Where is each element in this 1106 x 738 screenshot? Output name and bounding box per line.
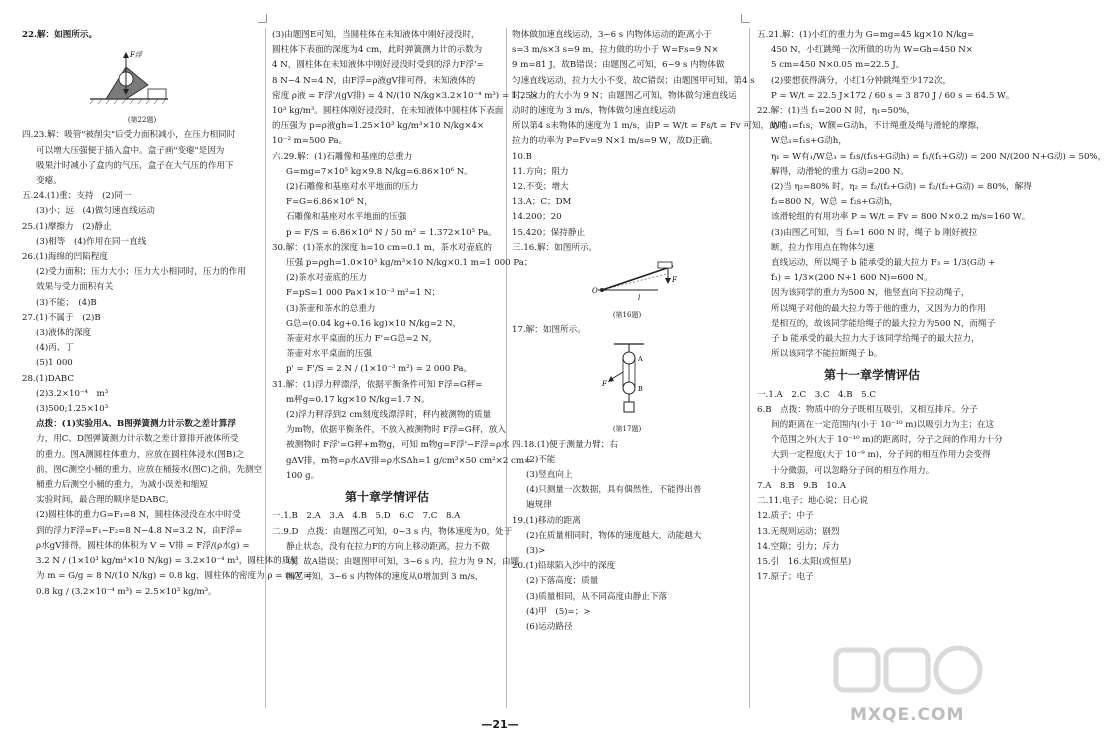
answer-line: 17.原子；电子 (757, 572, 814, 583)
answer-line: 三.16.解：如图所示。 (512, 242, 598, 253)
figure-caption: (第17题) (612, 425, 642, 434)
answer-line: 13.无规则运动；剧烈 (757, 526, 840, 537)
answer-line: 7.A 8.B 9.B 10.A (757, 480, 847, 491)
answer-line: (4)只测量一次数据，具有偶然性，不能得出普 (526, 485, 702, 496)
answer-line: 31.解：(1)浮力秤漂浮，依据平衡条件可知 F浮=G秤= (272, 379, 483, 390)
answer-line: 效果与受力面积有关 (36, 282, 114, 293)
answer-line: 22.解：(1)当 f₁=200 N 时，η₁=50%， (757, 106, 916, 117)
answer-line: 图乙可知，3~6 s 内物体的速度从0增加到 3 m/s， (286, 572, 484, 583)
answer-line: 14.200；20 (512, 212, 562, 223)
hint-line: 前，图C测空小桶的重力，应放在桶接水(图C)之前，先测空 (36, 464, 263, 475)
answer-line: F=G=6.86×10⁶ N， (286, 197, 373, 208)
crop-mark (741, 14, 750, 23)
answer-line: 25.(1)摩擦力 (2)静止 (22, 221, 112, 232)
answer-line: 9 m=81 J，故B错误；由题图乙可知，6~9 s 内物体做 (512, 60, 725, 71)
chapter-heading: 第十章学情评估 (344, 490, 429, 505)
answer-line: 4 N，圆柱体在未知液体中刚好浸没时受到的浮力F浮'= (272, 60, 484, 71)
answer-line: (3)由图乙可知，当 f₃=1 600 N 时，绳子 b 刚好被拉 (771, 227, 978, 238)
answer-line: 拉力的功率为 P=Fv=9 N×1 m/s=9 W，故D正确。 (512, 136, 718, 147)
answer-line: (2)在质量相同时，物体的速度越大，动能越大 (526, 530, 702, 541)
answer-line: (2)要想获得满分，小红1分钟跳绳至少172次， (771, 75, 952, 86)
answer-line: 二.9.D 点拨：由题图乙可知，0~3 s 内，物体速度为0，处于 (272, 526, 513, 537)
answer-line: (2)3.2×10⁻⁴ m³ (36, 388, 109, 399)
answer-line: (4)甲 (5)=；> (526, 606, 591, 617)
answer-line: (2)茶水对壶底的压力 (286, 273, 367, 284)
answer-line: (2)下落高度；质量 (526, 576, 599, 587)
page-number: —21— (481, 718, 519, 731)
answer-line: 变瘪。 (36, 176, 62, 187)
figure-caption: (第22题) (127, 116, 157, 125)
answer-line: m秤g=0.17 kg×10 N/kg=1.7 N。 (286, 394, 430, 405)
answer-line: (5)1 000 (36, 358, 73, 369)
hint-line: 实验时间，最合理的顺序是DABC。 (36, 495, 174, 506)
answer-line: 30.解：(1)茶水的深度 h=10 cm=0.1 m，茶水对壶底的 (272, 242, 492, 253)
answer-line: (3)由题图E可知，当圆柱体在未知液体中刚好浸没时， (272, 30, 480, 40)
answer-line: 13.A；C；DM (512, 197, 572, 208)
answer-line: (3)相等 (4)作用在同一直线 (36, 236, 147, 247)
answer-line: (2)浮力秤浮到2 cm刻度线漂浮时，秤内被测物的质量 (286, 410, 492, 421)
answer-line: (3)茶壶和茶水的总重力 (286, 303, 376, 314)
hint-line: 0.8 kg / (3.2×10⁻⁴ m³) = 2.5×10³ kg/m³。 (36, 586, 217, 597)
answer-line: 的压强为 p=ρ液gh=1.25×10³ kg/m³×10 N/kg×4× (272, 121, 485, 132)
answer-line: 功，故A错误；由题图甲可知，3~6 s 内，拉力为 9 N，由题 (286, 556, 520, 567)
answer-line: 密度 ρ液 = F浮'/(gV排) = 4 N/(10 N/kg×3.2×10⁻⁴ m³) = 1.25× (272, 90, 539, 101)
answer-line: 遍规律 (526, 500, 552, 511)
answer-line: 茶壶对水平桌面的压力 F'=G总=2 N， (286, 334, 438, 345)
answer-line: 8 N−4 N=4 N，由F浮=ρ液gV排可得，未知液体的 (272, 75, 476, 86)
answer-line: 28.(1)DABC (22, 373, 74, 384)
hint-line: 的重力。图A测圆柱体重力，应放在圆柱体浸水(图B)之 (36, 449, 245, 460)
answer-line: 一.1.A 2.C 3.C 4.B 5.C (757, 389, 876, 400)
answer-line: W总₁=f₁s+G动h， (771, 136, 847, 147)
answer-line: 压强 p=ρgh=1.0×10³ kg/m³×10 N/kg×0.1 m=1 000 Pa； (286, 258, 533, 269)
answer-line: 100 g。 (286, 470, 320, 481)
column-divider (506, 28, 507, 708)
figure-17-pulley-a-label: A (638, 355, 643, 364)
answer-line: (2)受力面积；压力大小；压力大小相同时，压力的作用 (36, 267, 246, 278)
answer-line: 10.B (512, 151, 532, 162)
answer-line: (3)不能； (4)B (36, 297, 97, 308)
answer-line: 是相互的，故该同学能给绳子的最大拉力为500 N，而绳子 (771, 318, 996, 329)
answer-line: 5 cm=450 N×0.05 m=22.5 J。 (771, 60, 905, 71)
answer-line: (6)运动路径 (526, 622, 573, 633)
answer-line: 11.方向；阻力 (512, 166, 569, 177)
figure-16-force-label: F (672, 276, 677, 285)
answer-line: 圆柱体下表面的深度为4 cm，此时弹簧测力计的示数为 (272, 45, 483, 56)
answer-line: 12.质子；中子 (757, 511, 814, 522)
column-divider (265, 28, 266, 708)
answer-line: 10⁻² m=500 Pa。 (272, 136, 348, 147)
answer-line: (4)丙、丁 (36, 343, 74, 354)
answer-line: 10³ kg/m³。圆柱体刚好浸没时，在未知液体中圆柱体下表面 (272, 106, 504, 117)
answer-line: 6.B 点拨：物质中的分子既相互吸引，又相互排斥。分子 (757, 404, 978, 415)
answer-line: 解得，动滑轮的重力 G动=200 N。 (771, 166, 909, 177)
answer-line: 茶壶对水平桌面的压强 (286, 349, 372, 360)
answer-line: 物体做加速直线运动，3~6 s 内物体运动的距离小于 (512, 30, 712, 40)
figure-17 (512, 342, 732, 418)
answer-line: 吸果汁时减小了盒内的气压，盒子在大气压的作用下 (36, 160, 234, 171)
hint-line: ρ水gV排得，圆柱体的体积为 V = V排 = F浮/(ρ水g) = (36, 540, 250, 551)
answer-line: 四.23.解：吸管"被削尖"后受力面积减小，在压力相同时 (22, 130, 236, 141)
answer-line: 14.空隙；引力；斥力 (757, 541, 840, 552)
figure-16-pivot-label: O (592, 287, 598, 296)
figure-22 (22, 47, 172, 109)
answer-line: 时，拉力的大小为 9 N；由题图乙可知，物体做匀速直线运 (512, 90, 737, 101)
hint-line: (2)圆柱体的重力G=F₁=8 N，圆柱体浸没在水中时受 (36, 510, 241, 521)
answer-line: G总=(0.04 kg+0.16 kg)×10 N/kg=2 N， (286, 318, 462, 329)
answer-line: 所以该同学不能拉断绳子 b。 (771, 349, 883, 360)
answer-line: 19.(1)移动的距离 (512, 515, 581, 526)
answer-line: F=pS=1 000 Pa×1×10⁻³ m²=1 N； (286, 288, 441, 299)
answer-line: 石雕像和基座对水平地面的压强 (286, 212, 407, 223)
hint-line: 为 m = G/g = 8 N/(10 N/kg) = 0.8 kg，圆柱体的密度为 ρ = m/V = (36, 571, 313, 582)
answer-line: 二.11.电子；地心说；日心说 (757, 496, 868, 507)
answer-line: 所以绳子对他的最大拉力等于他的重力，又因为力的作用 (771, 303, 986, 314)
hint-line: 到的浮力F浮=F₁−F₂=8 N−4.8 N=3.2 N，由F浮= (36, 525, 243, 536)
answer-line: 静止状态，没有在拉力F的方向上移动距离，拉力不做 (286, 541, 490, 552)
answer-line: 15.420；保持静止 (512, 227, 586, 238)
answer-line: s=3 m/s×3 s=9 m，拉力做的功小于 W=Fs=9 N× (512, 45, 719, 56)
answer-line: f₃) = 1/3×(200 N+1 600 N)=600 N。 (771, 273, 933, 284)
answer-line: 为m物，依据平衡条件，不放入被测物时 F浮=G秤，放入 (286, 425, 506, 436)
crop-mark (258, 14, 267, 23)
answer-line: 因为该同学的重力为500 N，他竖直向下拉动绳子， (771, 288, 970, 299)
answer-line: 被测物时 F浮'=G秤+m物g，可知 m物g=F浮'−F浮=ρ水 (286, 440, 510, 451)
answer-line: 六.29.解：(1)石雕像和基座的总重力 (272, 151, 413, 162)
answer-line: 17.解：如图所示。 (512, 325, 586, 336)
answer-line: W有₁=f₁s，W额=G动h，不计绳重及绳与滑轮的摩擦， (771, 121, 985, 132)
answer-line: 匀速直线运动，拉力大小不变，故C错误；由题图甲可知，第4 s (512, 75, 755, 86)
answer-line: p = F/S = 6.86×10⁶ N / 50 m² = 1.372×10⁵ Pa。 (286, 227, 497, 238)
answer-line: (2)不能 (526, 454, 556, 465)
hint-line: 点拨：(1)实验用A、B图弹簧测力计示数之差计算浮 (36, 419, 236, 430)
answer-line: (3)小；远 (4)做匀速直线运动 (36, 206, 155, 217)
answer-line: 直线运动，所以绳子 b 能承受的最大拉力 F₃ = 1/3(G动 + (771, 258, 996, 269)
hint-line: 桶重力后测空小桶的重力，为减小误差和缩短 (36, 480, 208, 491)
answer-line: (3)质量相同，从不同高度由静止下落 (526, 591, 668, 602)
answer-line: 断，拉力作用点在物体匀速 (771, 242, 875, 253)
answer-line: 12.不变；增大 (512, 182, 569, 193)
answer-line: (3)> (526, 546, 546, 557)
answer-line: 大到一定程度(大于 10⁻⁹ m)，分子间的相互作用力会变得 (771, 450, 991, 461)
figure-caption: (第16题) (612, 311, 642, 320)
answer-line: f₂=800 N，W总 = f₂s+G动h， (771, 197, 898, 208)
watermark-text: MXQE.COM (850, 705, 965, 725)
column-4 (757, 28, 1106, 585)
answer-line: 15.引 16.太阳(或恒星) (757, 556, 852, 567)
figure-17-force-label: F (602, 380, 607, 389)
answer-line: 四.18.(1)便于测量力臂；右 (512, 439, 618, 450)
answer-line: (3)液体的深度 (36, 328, 92, 339)
answer-line: 个范围之外(大于 10⁻¹⁰ m)的距离时，分子之间的作用力十分 (771, 435, 1003, 446)
figure-16 (518, 260, 738, 304)
answer-line: 可以增大压强便于插入盒中。盒子画"变瘪"是因为 (36, 145, 225, 156)
figure-16-arm-label: l (638, 294, 641, 303)
answer-line: 该滑轮组的有用功率 P = W/t = Fv = 800 N×0.2 m/s=160 W。 (771, 212, 1031, 223)
hint-line: 3.2 N / (1×10³ kg/m³×10 N/kg) = 3.2×10⁻⁴ m³，圆柱体的质量 (36, 556, 299, 567)
answer-line: 五.21.解：(1)小红的重力为 G=mg=45 kg×10 N/kg= (757, 30, 975, 40)
answer-line: 五.24.(1)重；支持 (2)同一 (22, 191, 132, 202)
answer-line: 22.解：如图所示。 (22, 30, 98, 40)
answer-line: 所以第4 s末物体的速度为 1 m/s，由P = W/t = Fs/t = Fv 可知，此时 (512, 121, 787, 132)
figure-22-force-label: F浮 (130, 51, 142, 60)
answer-line: (3)竖直向上 (526, 470, 573, 481)
answer-line: 子 b 能承受的最大拉力大于该同学给绳子的最大拉力， (771, 334, 980, 345)
answer-line: (2)当 η₂=80% 时，η₂ = f₂/(f₂+G动) = f₂/(f₂+G动) = 80%，解得 (771, 182, 1032, 193)
answer-line: (2)石雕像和基座对水平地面的压力 (286, 182, 419, 193)
hint-line: 力，用C、D图弹簧测力计示数之差计算排开液体所受 (36, 434, 239, 445)
answer-line: p' = F'/S = 2 N / (1×10⁻³ m²) = 2 000 Pa。 (286, 364, 473, 375)
answer-line: G=mg=7×10⁵ kg×9.8 N/kg=6.86×10⁶ N。 (286, 166, 473, 177)
answer-line: (3)500;1.25×10³ (36, 404, 109, 415)
answer-line: P = W/t = 22.5 J×172 / 60 s = 3 870 J / 60 s = 64.5 W。 (771, 90, 1015, 101)
answer-line: 20.(1)铅球陷入沙中的深度 (512, 561, 616, 572)
chapter-heading: 第十一章学情评估 (823, 368, 920, 383)
answer-line: 450 N，小红跳绳一次所做的功为 W=Gh=450 N× (771, 45, 973, 56)
answer-line: 26.(1)海绵的凹陷程度 (22, 252, 108, 263)
answer-line: 动时的速度为 3 m/s，物体做匀速直线运动 (512, 106, 676, 117)
answer-line: 间的距离在一定范围内(小于 10⁻¹⁰ m)以吸引力为主；在这 (771, 420, 995, 431)
answer-line: 十分微弱，可以忽略分子间的相互作用力。 (771, 465, 935, 476)
answer-line: 一.1.B 2.A 3.A 4.B 5.D 6.C 7.C 8.A (272, 511, 461, 522)
figure-17-pulley-b-label: B (638, 385, 643, 394)
answer-line: gΔV排，m物=ρ水ΔV排=ρ水SΔh=1 g/cm³×50 cm²×2 cm= (286, 455, 532, 466)
answer-line: η₁ = W有₁/W总₁ = f₁s/(f₁s+G动h) = f₁/(f₁+G动) = 200 N/(200 N+G动) = 50%， (771, 151, 1106, 162)
answer-line: 27.(1)不属于 (2)B (22, 312, 101, 323)
